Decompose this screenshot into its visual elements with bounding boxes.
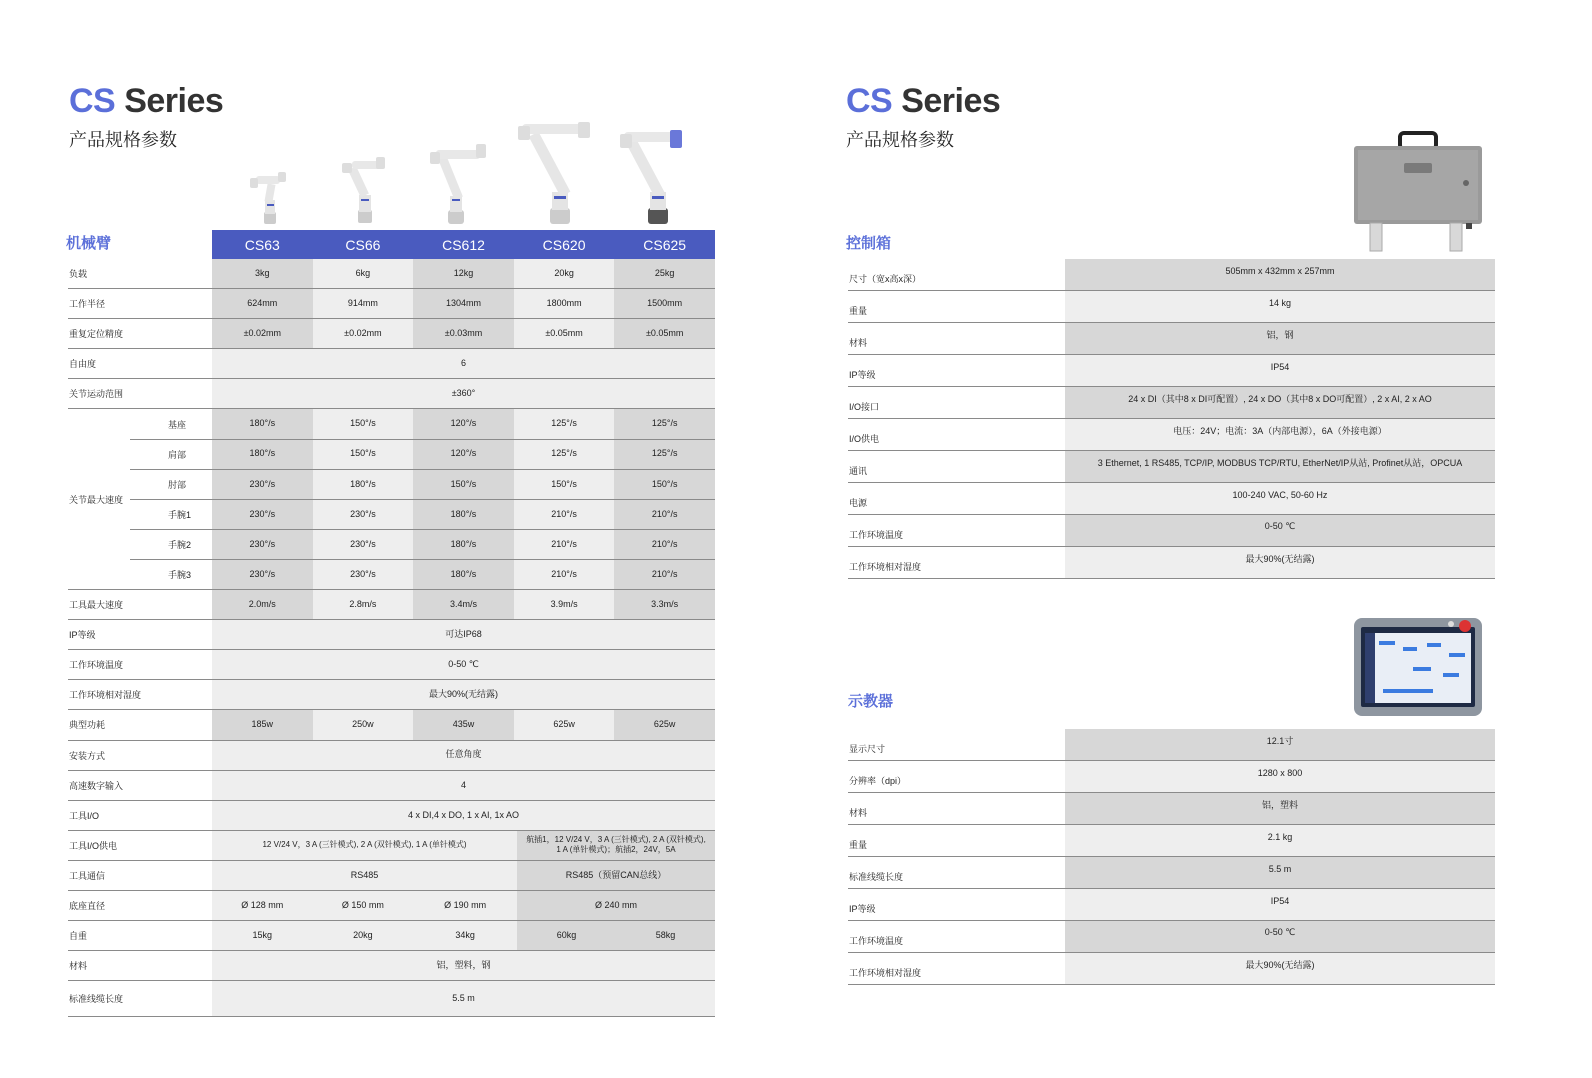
- row-label: 高速数字输入: [69, 780, 124, 791]
- cell-merged: 铝，塑料，钢: [212, 951, 715, 980]
- robot-arm-cs625-icon: [618, 126, 688, 226]
- row-label: 手腕3: [168, 569, 192, 580]
- cell: 0-50 ℃: [1065, 921, 1495, 952]
- cell: 铝，塑料: [1065, 793, 1495, 824]
- section-title-arm: 机械臂: [66, 235, 112, 252]
- cell: 3.9m/s: [514, 590, 615, 619]
- cell: 150°/s: [313, 409, 414, 438]
- cell: 150°/s: [514, 470, 615, 499]
- model-cs66: CS66: [313, 230, 414, 259]
- cell: 15kg: [212, 921, 313, 950]
- row-label: 工具最大速度: [69, 600, 124, 611]
- cell: 58kg: [616, 921, 715, 950]
- row-label: 肩部: [168, 449, 187, 460]
- cell: 100-240 VAC, 50-60 Hz: [1065, 483, 1495, 514]
- row-label: 工作环境相对湿度: [69, 690, 142, 701]
- control-box-icon: [1352, 131, 1486, 253]
- cell: 14 kg: [1065, 291, 1495, 322]
- cell: 铝，钢: [1065, 323, 1495, 354]
- cell: 1280 x 800: [1065, 761, 1495, 792]
- brand-title: [69, 82, 223, 121]
- row-label: IP等级: [69, 630, 96, 641]
- row-label: 手腕1: [168, 509, 192, 520]
- cell: IP54: [1065, 355, 1495, 386]
- cell: ±0.02mm: [313, 319, 414, 348]
- table-row: [848, 259, 1495, 291]
- table-row: [68, 349, 715, 379]
- table-row: [68, 771, 715, 801]
- cell: 1800mm: [514, 289, 615, 318]
- row-label: IP等级: [849, 370, 876, 380]
- cell: 120°/s: [413, 409, 514, 438]
- cell: 60kg: [517, 921, 616, 950]
- cell: 180°/s: [212, 409, 313, 438]
- row-label: 通讯: [849, 466, 868, 476]
- table-row: [68, 289, 715, 319]
- row-label: 肘部: [168, 479, 187, 490]
- cell: 2.0m/s: [212, 590, 313, 619]
- cell: 20kg: [514, 259, 615, 288]
- table-row: [68, 951, 715, 981]
- cell: 210°/s: [614, 560, 715, 589]
- cell: Ø 128 mm: [212, 891, 313, 920]
- page-subtitle: 产品规格参数: [846, 130, 954, 150]
- row-label: 标准线缆长度: [69, 994, 124, 1005]
- table-row: [68, 259, 715, 289]
- cell: 3 Ethernet, 1 RS485, TCP/IP, MODBUS TCP/RTU, EtherNet/IP从站, Profinet从站，OPCUA: [1065, 451, 1495, 482]
- cell: 230°/s: [212, 530, 313, 559]
- row-label: 重量: [849, 840, 868, 850]
- cell: 210°/s: [614, 530, 715, 559]
- brand-series: Series: [124, 82, 224, 120]
- cell: 20kg: [313, 921, 414, 950]
- robot-arm-cs66-icon: [338, 155, 390, 225]
- cell-merged: 5.5 m: [212, 981, 715, 1016]
- row-label: 自由度: [69, 359, 97, 370]
- row-label: 工作环境相对湿度: [849, 968, 922, 978]
- cell: 1304mm: [413, 289, 514, 318]
- row-label: 工作环境温度: [849, 530, 904, 540]
- row-label: 材料: [849, 808, 868, 818]
- teach-pendant-icon: [1353, 617, 1483, 717]
- table-row: [848, 323, 1495, 355]
- cell: Ø 150 mm: [313, 891, 414, 920]
- cell: 180°/s: [313, 470, 414, 499]
- table-row: [130, 500, 715, 530]
- robot-arm-cs63-icon: [248, 168, 292, 226]
- row-label: 关节运动范围: [69, 389, 124, 400]
- table-row: [848, 291, 1495, 323]
- table-row: [68, 981, 715, 1017]
- row-label: 重复定位精度: [69, 329, 124, 340]
- cell: 210°/s: [514, 500, 615, 529]
- row-label: 材料: [69, 961, 88, 972]
- table-row: [68, 319, 715, 349]
- model-cs612: CS612: [413, 230, 514, 259]
- cell: 150°/s: [313, 440, 414, 469]
- row-label: 标准线缆长度: [849, 872, 904, 882]
- table-row: [848, 953, 1495, 985]
- cell: 150°/s: [614, 470, 715, 499]
- brand-cs: CS: [69, 82, 116, 120]
- cell: 625w: [614, 710, 715, 739]
- cell: 250w: [313, 710, 414, 739]
- row-label: 基座: [168, 419, 187, 430]
- cell: 24 x DI（其中8 x DI可配置）, 24 x DO（其中8 x DO可配置）, 2 x AI, 2 x AO: [1065, 387, 1495, 418]
- cell: 2.8m/s: [313, 590, 414, 619]
- row-label: 电源: [849, 498, 868, 508]
- cell: ±0.05mm: [614, 319, 715, 348]
- cell: 210°/s: [514, 530, 615, 559]
- pendant-table: [848, 729, 1495, 985]
- row-label: 自重: [69, 931, 88, 942]
- table-row: [68, 620, 715, 650]
- cell: RS485（预留CAN总线）: [517, 861, 715, 890]
- row-label: 工作环境温度: [849, 936, 904, 946]
- cell: 3.4m/s: [413, 590, 514, 619]
- robot-arm-cs620-icon: [516, 120, 600, 226]
- row-label: 材料: [849, 338, 868, 348]
- table-row: [130, 409, 715, 439]
- cell: 505mm x 432mm x 257mm: [1065, 259, 1495, 290]
- arm-spec-table: [68, 230, 715, 1017]
- cell: 230°/s: [212, 500, 313, 529]
- row-label: 尺寸（宽x高x深）: [849, 274, 922, 284]
- cell: ±0.03mm: [413, 319, 514, 348]
- row-label: 工具I/O供电: [69, 840, 118, 851]
- cell-merged: 4 x DI,4 x DO, 1 x AI, 1x AO: [212, 801, 715, 830]
- table-row: [130, 530, 715, 560]
- cell: 12kg: [413, 259, 514, 288]
- cell: 0-50 ℃: [1065, 515, 1495, 546]
- table-row: [848, 483, 1495, 515]
- group-label: 关节最大速度: [68, 409, 130, 590]
- cell: 180°/s: [413, 500, 514, 529]
- cell: 125°/s: [514, 409, 615, 438]
- table-row: [848, 857, 1495, 889]
- row-label: 安装方式: [69, 750, 106, 761]
- cell: 230°/s: [212, 470, 313, 499]
- page-subtitle: 产品规格参数: [69, 130, 177, 150]
- cell: 185w: [212, 710, 313, 739]
- cell-merged: 6: [212, 349, 715, 378]
- table-row: [848, 451, 1495, 483]
- table-row: [848, 355, 1495, 387]
- cell-merged: 任意角度: [212, 741, 715, 770]
- table-row: [848, 889, 1495, 921]
- cell: 125°/s: [614, 440, 715, 469]
- cell: ±0.02mm: [212, 319, 313, 348]
- brand-series: Series: [901, 82, 1001, 120]
- row-label: 工作环境相对湿度: [849, 562, 922, 572]
- row-label: 工具通信: [69, 870, 106, 881]
- cell-merged: 可达IP68: [212, 620, 715, 649]
- row-label: 手腕2: [168, 539, 192, 550]
- cell: 6kg: [313, 259, 414, 288]
- arm-table-header: [68, 230, 715, 259]
- cell: 120°/s: [413, 440, 514, 469]
- cell: 125°/s: [514, 440, 615, 469]
- cell: 电压：24V；电流：3A（内部电源），6A（外接电源）: [1065, 419, 1495, 450]
- table-row: [848, 761, 1495, 793]
- row-label: 分辨率（dpi）: [849, 776, 907, 786]
- row-label: 工具I/O: [69, 810, 100, 821]
- table-row: [68, 741, 715, 771]
- model-cs620: CS620: [514, 230, 615, 259]
- cell-merged: 0-50 ℃: [212, 650, 715, 679]
- table-row: [68, 921, 715, 951]
- table-row: [848, 387, 1495, 419]
- table-row: [848, 547, 1495, 579]
- table-row: [130, 440, 715, 470]
- cell: 210°/s: [514, 560, 615, 589]
- table-row: [68, 891, 715, 921]
- table-row: [130, 470, 715, 500]
- cell: 210°/s: [614, 500, 715, 529]
- cell: 230°/s: [313, 560, 414, 589]
- cell: RS485: [212, 861, 517, 890]
- control-box-table: [848, 259, 1495, 579]
- cell: 最大90%(无结露): [1065, 547, 1495, 578]
- cell: 435w: [413, 710, 514, 739]
- cell: 125°/s: [614, 409, 715, 438]
- table-row: [68, 379, 715, 409]
- cell: 最大90%(无结露): [1065, 953, 1495, 984]
- cell: 150°/s: [413, 470, 514, 499]
- row-label: 典型功耗: [69, 720, 106, 731]
- cell: 914mm: [313, 289, 414, 318]
- cell: Ø 190 mm: [413, 891, 517, 920]
- row-label: I/O接口: [849, 402, 880, 412]
- cell: IP54: [1065, 889, 1495, 920]
- section-title-control-box: 控制箱: [846, 235, 892, 252]
- section-title-pendant: 示教器: [848, 693, 894, 710]
- table-row: [848, 921, 1495, 953]
- row-label: 工作半径: [69, 299, 106, 310]
- robot-arm-cs612-icon: [428, 142, 490, 226]
- table-row: [848, 793, 1495, 825]
- table-row: [68, 680, 715, 710]
- table-row: [68, 710, 715, 740]
- row-label: 重量: [849, 306, 868, 316]
- cell: 625w: [514, 710, 615, 739]
- cell: Ø 240 mm: [517, 891, 715, 920]
- model-cs63: CS63: [212, 230, 313, 259]
- model-cs625: CS625: [614, 230, 715, 259]
- cell: 230°/s: [212, 560, 313, 589]
- brand-title: [846, 82, 1000, 121]
- cell-merged: ±360°: [212, 379, 715, 408]
- row-label: 底座直径: [69, 901, 106, 912]
- cell: 180°/s: [413, 530, 514, 559]
- table-row: [848, 729, 1495, 761]
- table-row: [68, 650, 715, 680]
- cell: 230°/s: [313, 500, 414, 529]
- table-row: [848, 515, 1495, 547]
- table-row: [130, 560, 715, 590]
- cell: ±0.05mm: [514, 319, 615, 348]
- cell: 3kg: [212, 259, 313, 288]
- brand-cs: CS: [846, 82, 893, 120]
- cell: 624mm: [212, 289, 313, 318]
- cell: 3.3m/s: [614, 590, 715, 619]
- cell: 1500mm: [614, 289, 715, 318]
- row-label: IP等级: [849, 904, 876, 914]
- cell: 180°/s: [413, 560, 514, 589]
- table-row: [68, 831, 715, 861]
- row-label: 显示尺寸: [849, 744, 886, 754]
- cell: 34kg: [413, 921, 517, 950]
- row-label: I/O供电: [849, 434, 880, 444]
- cell: 12.1寸: [1065, 729, 1495, 760]
- table-row: [68, 861, 715, 891]
- table-row: [68, 590, 715, 620]
- joint-speed-group: [68, 409, 715, 590]
- table-row: [848, 825, 1495, 857]
- cell: 5.5 m: [1065, 857, 1495, 888]
- cell: 12 V/24 V，3 A (三针模式), 2 A (双针模式), 1 A (单针模式): [212, 831, 517, 860]
- row-label: 负载: [69, 269, 88, 280]
- cell: 180°/s: [212, 440, 313, 469]
- cell-merged: 4: [212, 771, 715, 800]
- row-label: 工作环境温度: [69, 660, 124, 671]
- table-row: [848, 419, 1495, 451]
- cell-merged: 最大90%(无结露): [212, 680, 715, 709]
- table-row: [68, 801, 715, 831]
- cell: 2.1 kg: [1065, 825, 1495, 856]
- cell: 航插1，12 V/24 V，3 A (三针模式), 2 A (双针模式), 1 A (单针模式)；航插2，24V，5A: [517, 831, 715, 860]
- cell: 25kg: [614, 259, 715, 288]
- cell: 230°/s: [313, 530, 414, 559]
